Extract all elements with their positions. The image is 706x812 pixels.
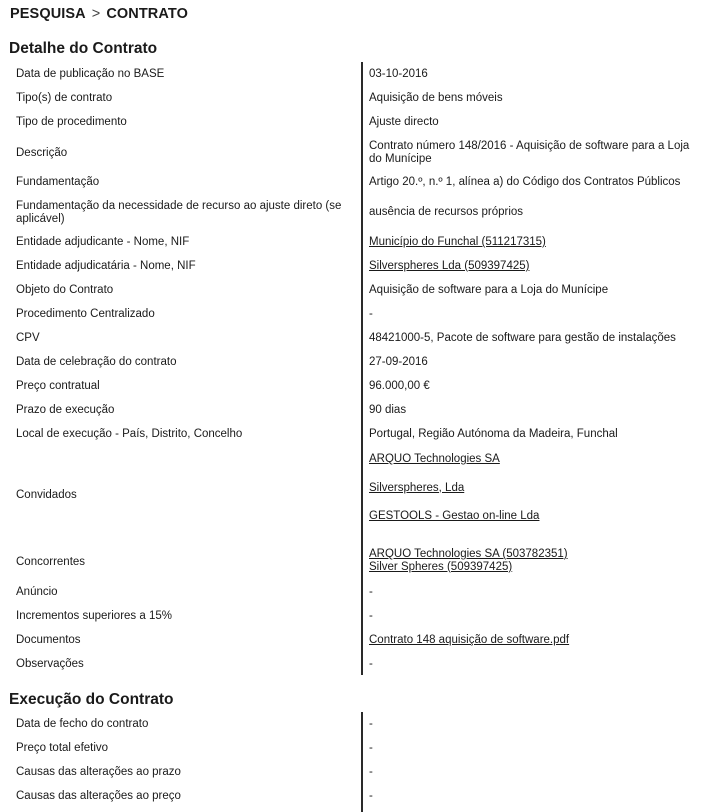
convidado-link[interactable]: GESTOOLS - Gestao on-line Lda [369, 510, 540, 522]
section-title-execucao: Execução do Contrato [9, 691, 174, 708]
row-label: Fundamentação da necessidade de recurso ao ajuste direto (se aplicável) [16, 200, 342, 225]
breadcrumb [10, 6, 188, 22]
row-label: Convidados [16, 489, 77, 501]
row-label: Causas das alterações ao preço [16, 790, 181, 802]
row-value: - [369, 586, 373, 598]
column-divider [361, 62, 363, 675]
row-label: Data de celebração do contrato [16, 356, 177, 368]
row-label: Data de fecho do contrato [16, 718, 149, 730]
row-value: Ajuste directo [369, 116, 439, 128]
row-label: Prazo de execução [16, 404, 115, 416]
row-label: Anúncio [16, 586, 58, 598]
breadcrumb-root-link[interactable]: PESQUISA [10, 6, 86, 22]
row-value: - [369, 610, 373, 622]
row-value: 96.000,00 € [369, 380, 430, 392]
row-value: 03-10-2016 [369, 68, 428, 80]
row-value: Contrato número 148/2016 - Aquisição de software para a Loja do Munícipe [369, 140, 690, 165]
row-label: Tipo de procedimento [16, 116, 127, 128]
row-value: Aquisição de bens móveis [369, 92, 503, 104]
breadcrumb-separator: > [91, 6, 101, 22]
row-label: Local de execução - País, Distrito, Concelho [16, 428, 243, 440]
convidado-link[interactable]: ARQUO Technologies SA [369, 453, 500, 465]
concorrente-link[interactable]: ARQUO Technologies SA (503782351) [369, 548, 568, 560]
row-label: Data de publicação no BASE [16, 68, 165, 80]
row-label: Concorrentes [16, 556, 86, 568]
row-value-cell [369, 236, 699, 249]
row-value: - [369, 742, 373, 754]
row-value-cell [369, 260, 699, 273]
row-label: Preço contratual [16, 380, 100, 392]
row-label: Documentos [16, 634, 81, 646]
row-label: Fundamentação [16, 176, 100, 188]
row-label: Entidade adjudicatária - Nome, NIF [16, 260, 196, 272]
convidados-list [369, 453, 699, 523]
row-value: - [369, 790, 373, 802]
entidade-adjudicataria-link[interactable]: Silverspheres Lda (509397425) [369, 260, 530, 272]
row-value: 48421000-5, Pacote de software para gestão de instalações [369, 332, 676, 344]
row-label: Objeto do Contrato [16, 284, 114, 296]
row-value: - [369, 658, 373, 670]
document-pdf-link[interactable]: Contrato 148 aquisição de software.pdf [369, 634, 570, 646]
concorrente-link[interactable]: Silver Spheres (509397425) [369, 560, 513, 573]
row-value: - [369, 308, 373, 320]
row-value: 27-09-2016 [369, 356, 428, 368]
column-divider [361, 712, 363, 812]
row-label: Incrementos superiores a 15% [16, 610, 172, 622]
row-value: Aquisição de software para a Loja do Munícipe [369, 284, 609, 296]
row-label: Preço total efetivo [16, 742, 109, 754]
breadcrumb-current: CONTRATO [106, 6, 188, 22]
row-value: - [369, 766, 373, 778]
row-label: Entidade adjudicante - Nome, NIF [16, 236, 190, 248]
row-value: Portugal, Região Autónoma da Madeira, Funchal [369, 428, 618, 440]
section-title-detalhe: Detalhe do Contrato [9, 40, 158, 57]
convidado-link[interactable]: Silverspheres, Lda [369, 481, 465, 494]
row-label: CPV [16, 332, 40, 344]
row-label: Causas das alterações ao prazo [16, 766, 181, 778]
row-label: Observações [16, 658, 84, 670]
row-value: ausência de recursos próprios [369, 206, 524, 218]
row-value: - [369, 718, 373, 730]
row-label: Procedimento Centralizado [16, 308, 155, 320]
entidade-adjudicante-link[interactable]: Município do Funchal (511217315) [369, 236, 546, 248]
row-value-cell [369, 634, 699, 647]
concorrentes-list [369, 548, 699, 573]
row-label: Tipo(s) de contrato [16, 92, 113, 104]
row-value: 90 dias [369, 404, 407, 416]
row-value: Artigo 20.º, n.º 1, alínea a) do Código dos Contratos Públicos [369, 176, 681, 188]
row-label: Descrição [16, 147, 68, 159]
